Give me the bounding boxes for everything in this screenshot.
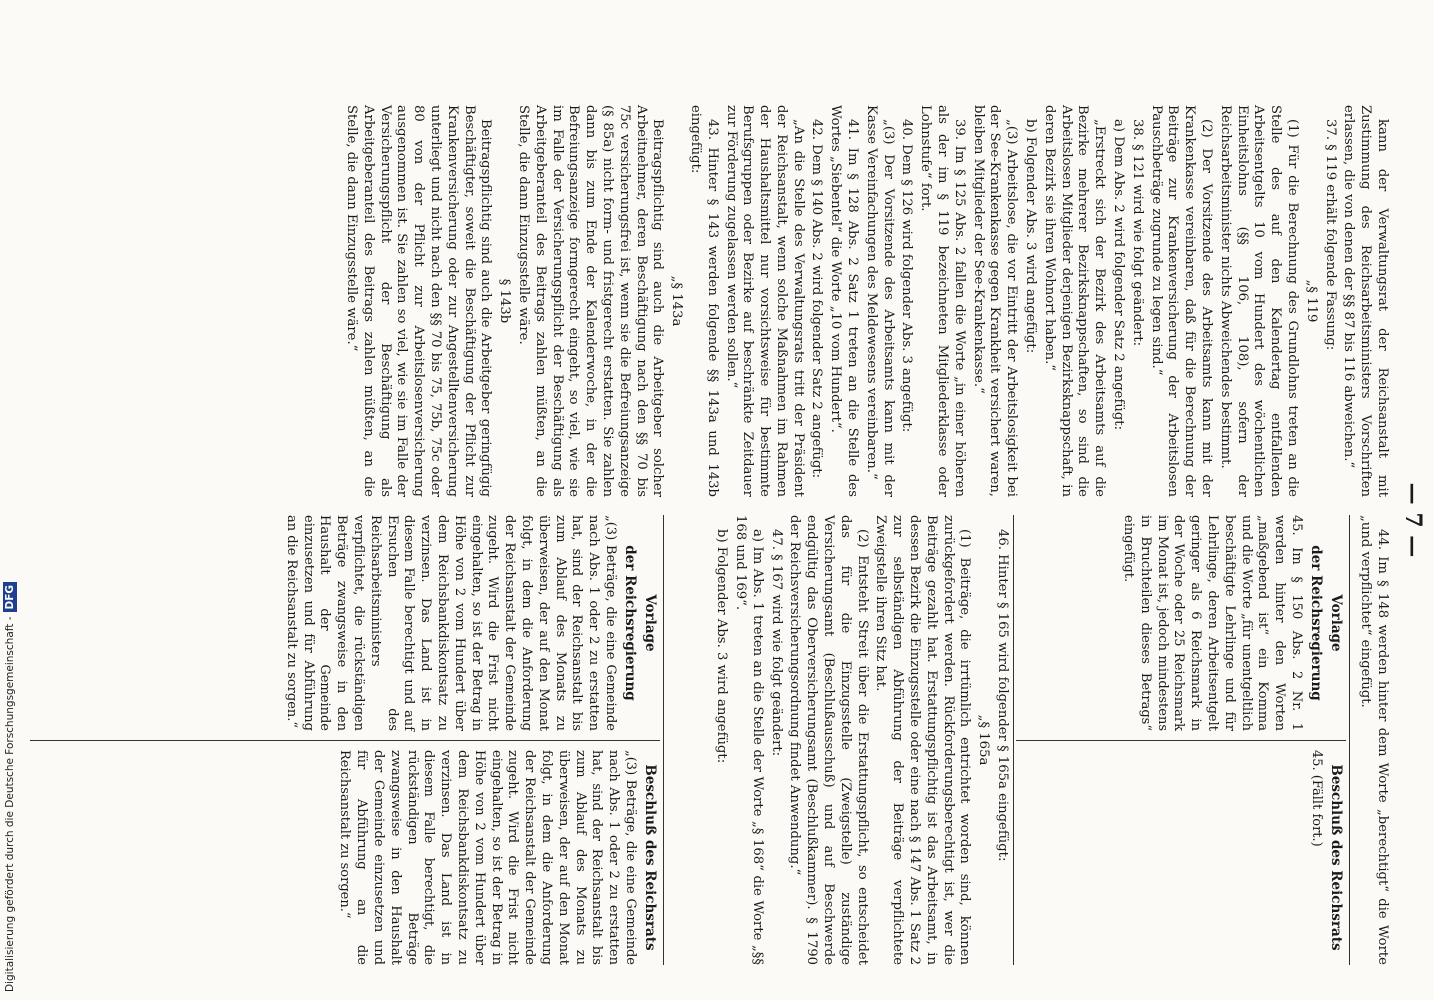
split1-bottom-rule xyxy=(1013,515,1014,965)
paragraph: 44. Im § 148 werden hinter dem Worte „berechtigt“ die Worte „und verpflichtet“ eingefügt. xyxy=(1358,515,1390,965)
right-column-intro xyxy=(1354,515,1390,965)
paragraph: „Erstreckt sich der Bezirk des Arbeitsamts auf die Bezirke mehrerer Bezirksknappschaften, so sind die Arbeitslosen Mitglieder derjenigen Bezirksknappschaft, in deren Bezirk sie ihren Wohnort haben.“ xyxy=(1041,105,1108,497)
paragraph: b) Folgender Abs. 3 wird angefügt: xyxy=(1023,119,1039,354)
paragraph: „§ 143a xyxy=(669,275,685,327)
paragraph: „§ 165a xyxy=(976,714,992,766)
split1-government-draft xyxy=(1117,515,1344,731)
paragraph: (1) Für die Berechnung des Grundlohns treten an die Stelle des auf den Kalendertag entfallenden Arbeitsentgelts 10 vom Hundert des wöchentlichen Einheitslohns (§§ 106, 108), sofern der Reichsarbeitsminister nichts Abweichendes bestimmt. xyxy=(1217,105,1301,497)
paragraph: 47. § 167 wird wie folgt geändert: xyxy=(768,529,784,757)
paragraph: (2) Der Vorsitzende des Arbeitsamts kann mit der Krankenkasse vereinbaren, daß für die Berechnung der Beiträge zur Krankenversicherung der Arbeitslosen Pauschbeträge zugrunde zu legen sind.“ xyxy=(1148,105,1215,497)
paragraph: 45. Im § 150 Abs. 2 Nr. 1 werden hinter den Worten „maßgebend ist“ ein Komma und die Worte „für unentgeltlich beschäftigte Lehrlinge und für Lehrlinge, deren Arbeitsentgelt geringer als 6 Reichsmark in der Woche oder 25 Reichsmark im Monat ist, jedoch mindestens in Bruchteilen dieses Betrags“ eingefügt. xyxy=(1121,515,1304,731)
split1-divider xyxy=(1016,740,1346,741)
footer-text: Digitalisierung gefördert durch die Deutsche Forschungsgemeinschaft - xyxy=(4,616,16,992)
paragraph: (1) Beiträge, die irrtümlich entrichtet worden sind, können zurückgefordert werden. Rückforderungsberechtigt ist, wer die Beiträge gezahlt hat. Erstattungspflichtig ist das Arbeitsamt, in dessen Bezirk die Einzugsstelle oder eine nach § 147 Abs. 1 Satz 2 zur selbständigen Abführung der Beiträge verpflichtete Zweigstelle ihren Sitz hat. xyxy=(873,515,973,965)
paragraph: „An die Stelle des Verwaltungsrats tritt der Präsident der Reichsanstalt, wenn solche Maßnahmen im Rahmen der Haushaltsmittel nur vorsichtsweise für bestimmte Berufsgruppen oder Bezirke auf beschränkte Zeitdauer zur Förderung zugelassen werden sollen.“ xyxy=(723,105,806,497)
paragraph: § 143b xyxy=(497,278,513,324)
paragraph: „(3) Beträge, die eine Gemeinde nach Abs. 1 oder 2 zu erstatten hat, sind der Reichsanstalt bis zum Ablauf des Monats zu überweisen, der auf den Monat folgt, in dem die Anforderung der Reichsanstalt der Gemeinde zugeht. Wird die Frist nicht eingehalten, so ist der Betrag in Höhe von 2 vom Hundert über dem Reichsbankdiskontsatz zu verzinsen. Das Land ist in diesem Falle berechtigt, die rückständigen Beträge zwangsweise in den Haushalt der Gemeinde einzusetzen und für Abführung an die Reichsanstalt zu sorgen.“ xyxy=(337,750,638,965)
paragraph: b) Folgender Abs. 3 wird angefügt: xyxy=(714,529,730,764)
column-heading: Beschluß des Reichsrats xyxy=(1328,764,1344,951)
paragraph: „(3) Der Vorsitzende des Arbeitsamts kann mit der Kasse Vereinfachungen des Meldewesens vereinbaren.“ xyxy=(863,105,896,497)
paragraph: 43. Hinter § 143 werden folgende §§ 143a und 143b eingefügt: xyxy=(687,105,720,497)
paragraph: „§ 119 xyxy=(1303,279,1319,323)
digitization-footer xyxy=(0,0,20,1000)
paragraph: 45. (Fällt fort.) xyxy=(1309,750,1324,847)
paragraph: 40. Dem § 126 wird folgender Abs. 3 angefügt: xyxy=(899,119,915,433)
paragraph: a) Im Abs. 1 treten an die Stelle der Worte „§ 168“ die Worte „§§ 168 und 169“. xyxy=(733,515,765,965)
split-top-rule xyxy=(1349,515,1350,965)
paragraph: 37. § 119 erhält folgende Fassung: xyxy=(1322,119,1338,351)
paragraph: (2) Entsteht Streit über die Erstattungspflicht, so entscheidet das für die Einzugsstelle (Zweigstelle) zuständige Versicherungsamt (Beschlußausschuß) und auf Beschwerde endgültig das Oberversicherungsamt (Beschlußkammer). § 1790 der Reichsversicherungsordnung findet Anwendung.“ xyxy=(787,515,870,965)
right-column-middle xyxy=(710,515,1010,965)
split2-reichsrat-decision xyxy=(334,750,658,965)
column-heading: Vorlage xyxy=(642,594,658,652)
left-column xyxy=(340,105,1390,497)
dfg-logo: DFG xyxy=(3,582,17,613)
paragraph: 41. Im § 128 Abs. 2 Satz 1 treten an die Stelle des Wortes „Siebentel“ die Worte „10 vom Hundert“. xyxy=(828,105,861,497)
column-heading: der Reichsregierung xyxy=(1308,545,1324,701)
paragraph: 42. Dem § 140 Abs. 2 wird folgender Satz 2 angefügt: xyxy=(809,119,825,479)
paragraph: a) Dem Abs. 2 wird folgender Satz 2 angefügt: xyxy=(1111,119,1127,431)
paragraph: „(3) Beträge, die eine Gemeinde nach Abs. 1 oder 2 zu erstatten hat, sind der Reichsanstalt bis zum Ablauf des Monats zu überweisen, der auf den Monat folgt, in dem die Anforderung der Reichsanstalt der Gemeinde zugeht. Wird die Frist nicht eingehalten, so ist der Betrag in Höhe von 2 vom Hundert über dem Reichsbankdiskontsatz zu verzinsen. Das Land ist in diesem Falle berechtigt und auf Ersuchen des Reichsarbeitsministers verpflichtet, die rückständigen Beträge zwangsweise in den Haushalt der Gemeinde einzusetzen und für Abführung an die Reichsanstalt zu sorgen.“ xyxy=(283,515,618,731)
paragraph: Beitragspflichtig sind auch die Arbeitgeber geringfügig Beschäftigter, soweit die Beschäftigung der Pflicht zur Krankenversicherung oder zur Angestelltenversicherung unterliegt und nicht nach den §§ 70 bis 75, 75b, 75c oder 80 von der Pflicht zur Arbeitslosenversicherung ausgenommen ist. Sie zahlen so viel, wie sie im Falle der Versicherungspflicht der Beschäftigung als Arbeitgeberanteil des Beitrags zahlen müßten, an die Stelle, die dann Einzugsstelle wäre.“ xyxy=(343,105,494,497)
column-heading: der Reichsregierung xyxy=(622,545,638,701)
paragraph: „(3) Arbeitslose, die vor Eintritt der Arbeitslosigkeit bei der See-Krankenkasse gegen Krankheit versichert waren, bleiben Mitglieder der See-Krankenkasse.“ xyxy=(970,105,1020,497)
paragraph: 46. Hinter § 165 wird folgender § 165a eingefügt: xyxy=(995,529,1010,862)
column-heading: Vorlage xyxy=(1328,594,1344,652)
page-number: — 7 — xyxy=(1400,482,1426,558)
split2-top-rule xyxy=(663,515,664,965)
split1-reichsrat-decision xyxy=(1305,750,1344,965)
paragraph: 39. Im § 125 Abs. 2 fallen die Worte „in einer höheren als der im § 119 bezeichneten Mitgliederklasse oder Lohnstufe“ fort. xyxy=(918,105,967,497)
paragraph: 38. § 121 wird wie folgt geändert: xyxy=(1129,119,1145,347)
column-heading: Beschluß des Reichsrats xyxy=(642,764,658,951)
split2-government-draft xyxy=(280,515,658,731)
paragraph: Beitragspflichtig sind auch die Arbeitgeber solcher Arbeitnehmer, deren Beschäftigung nach den §§ 70 bis 75c versicherungsfrei ist, wenn sie die Befreiungsanzeige (§ 85a) nicht form- und fristgerecht erstatten. Sie zahlen dann bis zum Ende der Kalenderwoche, in der die Befreiungsanzeige formgerecht eingeht, so viel, wie sie im Falle der Versicherungspflicht der Beschäftigung als Arbeitgeberanteil des Beitrags zahlen müßten, an die Stelle, die dann Einzugsstelle wäre. xyxy=(515,105,666,497)
paragraph: kann der Verwaltungsrat der Reichsanstalt mit Zustimmung des Reichsarbeitsministers Vorschriften erlassen, die von denen der §§ 87 bis 116 abweichen.“ xyxy=(1341,105,1390,497)
split2-divider xyxy=(30,740,660,741)
